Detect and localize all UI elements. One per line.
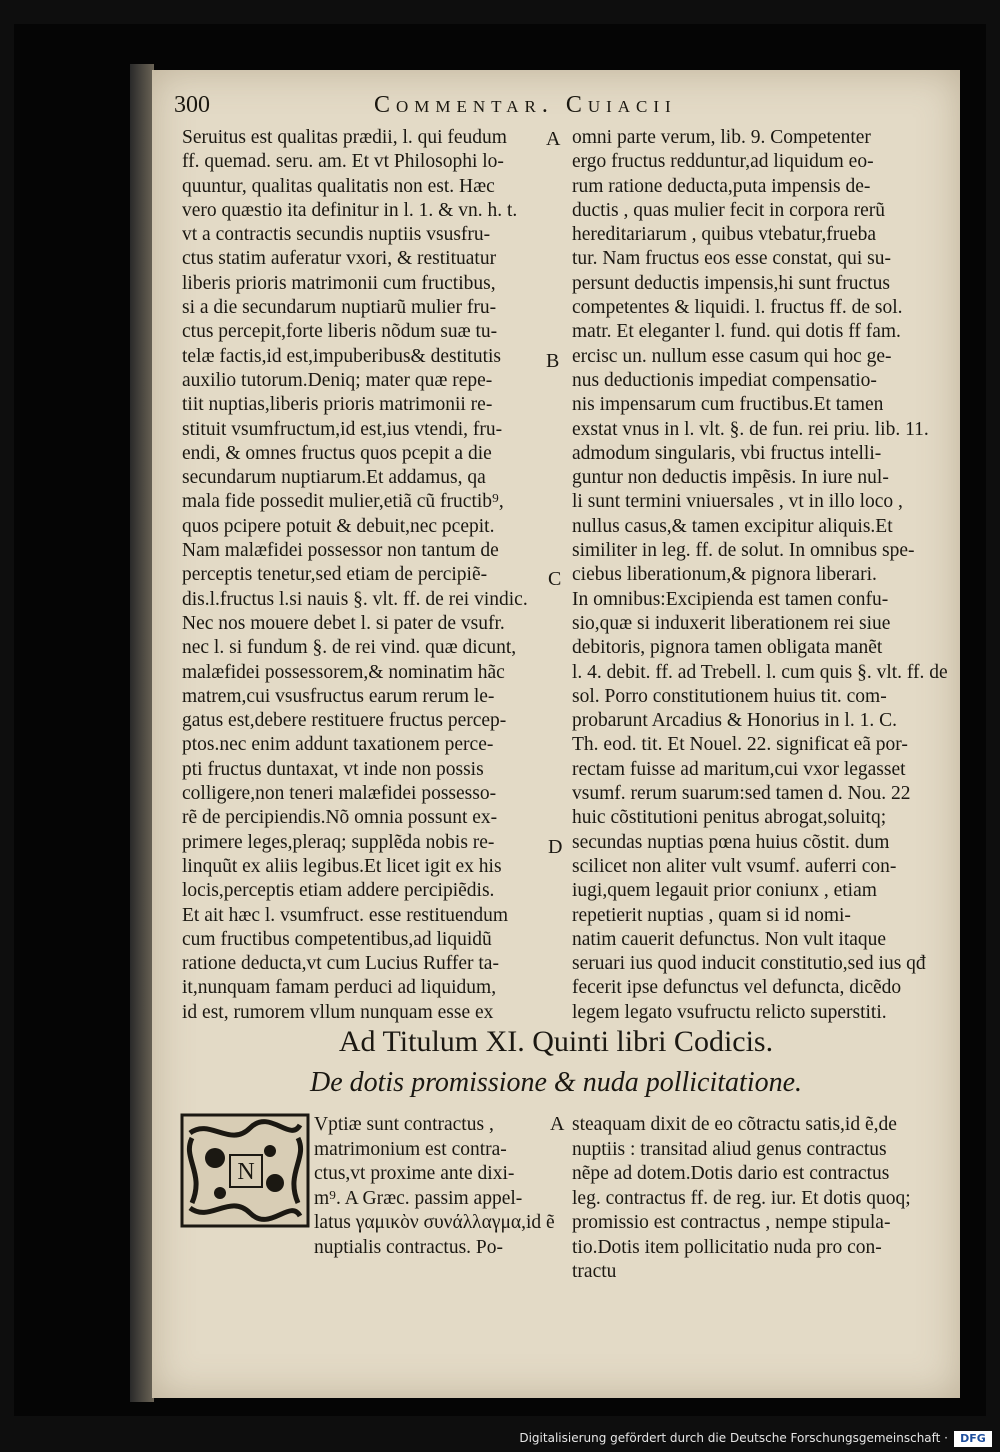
left-column-line: cum fructibus competentibus,ad liquidũ xyxy=(182,928,492,950)
right-column-line: sol. Porro constitutionem huius tit. com- xyxy=(572,685,887,707)
right-column-line: scilicet non aliter vult vsumf. auferri con- xyxy=(572,855,897,877)
left-column-line: Seruitus est qualitas prædii, l. qui feudum xyxy=(182,127,507,148)
lower-right-line: nẽpe ad dotem.Dotis dario est contractus xyxy=(572,1163,890,1184)
left-column-line: vt a contractis secundis nuptiis vsusfru- xyxy=(182,224,491,246)
right-column-line: similiter in leg. ff. de solut. In omnibus spe- xyxy=(572,540,915,562)
left-column-line: secundarum nuptiarum.Et addamus, qa xyxy=(182,467,486,489)
right-column-line: nus deductionis impediat compensatio- xyxy=(572,369,877,391)
right-column-line: probarunt Arcadius & Honorius in l. 1. C. xyxy=(572,710,897,732)
decorated-initial xyxy=(180,1113,310,1228)
footer-credit: Digitalisierung gefördert durch die Deutsche Forschungsgemeinschaft · xyxy=(519,1431,948,1445)
right-column-line: secundas nuptias pœna huius cõstit. dum xyxy=(572,831,890,853)
right-column-line: huic cõstitutioni penitus abrogat,soluitq; xyxy=(572,807,887,829)
right-column-line: li sunt termini vniuersales , vt in illo loco , xyxy=(572,491,903,513)
left-column-line: Et ait hæc l. vsumfruct. esse restituendum xyxy=(182,904,509,926)
dfg-logo: DFG xyxy=(954,1431,992,1447)
left-column-line: ctus statim auferatur vxori, & restituatur xyxy=(182,248,497,270)
left-column-line: tiit nuptias,liberis prioris matrimonii re- xyxy=(182,394,493,416)
right-column-line: omni parte verum, lib. 9. Competenter xyxy=(572,127,871,148)
right-column-line: iugi,quem legauit prior coniunx , etiam xyxy=(572,880,877,902)
left-column-line: telæ factis,id est,impuberibus& destitutis xyxy=(182,345,502,367)
right-column-line: nullus casus,& tamen excipitur aliquis.Et xyxy=(572,515,893,537)
left-column-line: linquũt ex aliis legibus.Et licet igit ex his xyxy=(182,855,502,877)
lower-right-line: steaquam dixit de eo cõtractu satis,id ẽ,de xyxy=(572,1114,897,1135)
left-column-line: mala fide possedit mulier,etiã cũ fructib⁹, xyxy=(182,491,504,513)
lower-left-column xyxy=(314,1113,554,1260)
margin-marker-a: A xyxy=(546,128,561,150)
left-column-line: endi, & omnes fructus quos pcepit a die xyxy=(182,442,492,464)
lower-right-line: leg. contractus ff. de reg. iur. Et dotis quoq; xyxy=(572,1187,911,1209)
left-column-line: vero quæstio ita definitur in l. 1. & vn. h. t. xyxy=(182,199,518,221)
page-number: 300 xyxy=(174,92,210,118)
left-column-line: si a die secundarum nuptiarũ mulier fru- xyxy=(182,297,497,319)
lower-left-line: nuptialis contractus. Po- xyxy=(314,1236,504,1258)
left-column-line: perceptis tenetur,sed etiam de percipiẽ- xyxy=(182,564,488,586)
right-column-line: rectam fuisse ad maritum,cui vxor legasset xyxy=(572,758,906,780)
right-column-line: tur. Nam fructus eos esse constat, qui su- xyxy=(572,248,891,270)
left-column-line: quuntur, qualitas qualitatis non est. Hæc xyxy=(182,175,495,197)
section-subheading: De dotis promissione & nuda pollicitatione. xyxy=(309,1067,803,1098)
initial-letter: N xyxy=(237,1159,255,1185)
left-column-line: gatus est,debere restituere fructus percep- xyxy=(182,710,507,732)
left-column-line: ff. quemad. seru. am. Et vt Philosophi lo- xyxy=(182,151,504,173)
margin-marker-c: C xyxy=(548,568,562,590)
left-column-line: colligere,non teneri malæfidei possesso- xyxy=(182,783,497,805)
right-column-line: rum ratione deducta,puta impensis de- xyxy=(572,175,871,197)
margin-marker-a2: A xyxy=(550,1113,565,1135)
right-column-line: natim cauerit defunctus. Non vult itaque xyxy=(572,928,887,950)
left-column-line: it,nunquam famam perduci ad liquidum, xyxy=(182,977,497,999)
left-column-line: auxilio tutorum.Deniq; mater quæ repe- xyxy=(182,369,493,391)
margin-marker-d: D xyxy=(548,836,563,858)
section-heading: Ad Titulum XI. Quinti libri Codicis. xyxy=(338,1025,774,1058)
lower-left-line: latus γαμικὸν συνάλλαγμα,id ẽ xyxy=(314,1212,555,1233)
right-column-line: ergo fructus redduntur,ad liquidum eo- xyxy=(572,151,874,173)
left-column-line: id est, rumorem vllum nunquam esse ex xyxy=(182,1001,494,1023)
right-column-line: nis impensarum cum fructibus.Et tamen xyxy=(572,394,884,416)
lower-left-line: m⁹. A Græc. passim appel- xyxy=(314,1187,523,1209)
right-column-line: repetierit nuptias , quam si id nomi- xyxy=(572,904,851,926)
right-column-line: hereditariarum , quibus vtebatur,frueba xyxy=(572,224,877,246)
left-column-line: Nam malæfidei possessor non tantum de xyxy=(182,540,499,562)
left-column-line: ctus percepit,forte liberis nõdum suæ tu- xyxy=(182,321,498,343)
book-page xyxy=(152,70,960,1398)
left-column-line: rẽ de percipiendis.Nõ omnia possunt ex- xyxy=(182,807,498,829)
left-column-line: dis.l.fructus l.si nauis §. vlt. ff. de rei vindic. xyxy=(182,588,528,610)
lower-left-line: Vptiæ sunt contractus , xyxy=(314,1114,494,1135)
running-head: Commentar. Cuiacii xyxy=(374,92,677,118)
right-column-line: debitoris, pignora tamen obligata manẽt xyxy=(572,637,883,659)
right-column-line: matr. Et eleganter l. fund. qui dotis ff fam. xyxy=(572,321,901,343)
left-text-column xyxy=(182,126,552,1025)
lower-right-line: tio.Dotis item pollicitatio nuda pro con- xyxy=(572,1236,882,1258)
left-column-line: nec l. si fundum §. de rei vind. quæ dicunt, xyxy=(182,637,517,659)
right-column-line: persunt deductis impensis,hi sunt fructus xyxy=(572,272,890,294)
right-column-line: l. 4. debit. ff. ad Trebell. l. cum quis §. vlt. ff. de xyxy=(572,661,948,683)
left-column-line: pti fructus duntaxat, vt inde non possis xyxy=(182,758,484,780)
left-column-line: matrem,cui vsusfructus earum rerum le- xyxy=(182,685,495,707)
right-column-line: exstat vnus in l. vlt. §. de fun. rei priu. lib. 11. xyxy=(572,418,929,440)
page-edge xyxy=(130,64,154,1402)
left-column-line: malæfidei possessorem,& nominatim hãc xyxy=(182,661,505,683)
right-column-line: seruari ius quod inducit constitutio,sed ius qđ xyxy=(572,953,926,975)
right-column-line: ciebus liberationum,& pignora liberari. xyxy=(572,564,877,586)
lower-left-line: matrimonium est contra- xyxy=(314,1138,507,1160)
right-column-line: vsumf. rerum suarum:sed tamen d. Nou. 22 xyxy=(572,783,911,805)
left-column-line: liberis prioris matrimonii cum fructibus, xyxy=(182,272,496,294)
left-column-line: primere leges,pleraq; supplẽda nobis re- xyxy=(182,831,495,853)
lower-right-column xyxy=(572,1113,947,1285)
right-column-line: Th. eod. tit. Et Nouel. 22. significat eã por- xyxy=(572,734,908,756)
page-header xyxy=(174,92,954,122)
right-column-line: ductis , quas mulier fecit in corpora rerũ xyxy=(572,199,885,221)
right-column-line: In omnibus:Excipienda est tamen confu- xyxy=(572,588,889,610)
left-column-line: stituit vsumfructum,id est,ius vtendi, fru- xyxy=(182,418,503,440)
lower-right-line: tractu xyxy=(572,1261,617,1282)
lower-right-line: nuptiis : transitad aliud genus contractus xyxy=(572,1138,887,1160)
left-column-line: Nec nos mouere debet l. si pater de vsufr. xyxy=(182,612,505,634)
right-column-line: fecerit ipse defunctus vel defuncta, dicẽdo xyxy=(572,977,902,999)
left-column-line: locis,perceptis etiam addere percipiẽdis. xyxy=(182,880,495,902)
margin-marker-b: B xyxy=(546,350,560,372)
right-text-column xyxy=(572,126,947,1025)
lower-right-line: promissio est contractus , nempe stipula- xyxy=(572,1212,891,1233)
left-column-line: ratione deducta,vt cum Lucius Ruffer ta- xyxy=(182,953,499,975)
right-column-line: legem legato vsufructu relicto superstiti. xyxy=(572,1001,887,1023)
left-column-line: ptos.nec enim addunt taxationem perce- xyxy=(182,734,494,756)
ornament-initial-icon xyxy=(180,1113,310,1228)
footer-bar xyxy=(0,1428,1000,1452)
right-column-line: guntur non deductis impẽsis. In iure nul- xyxy=(572,467,889,489)
right-column-line: ercisc un. nullum esse casum qui hoc ge- xyxy=(572,345,892,367)
lower-left-line: ctus,vt proxime ante dixi- xyxy=(314,1163,515,1184)
right-column-line: competentes & liquidi. l. fructus ff. de sol. xyxy=(572,297,903,319)
right-column-line: sio,quæ si induxerit liberationem rei siue xyxy=(572,612,891,634)
left-column-line: quos pcipere potuit & debuit,nec pcepit. xyxy=(182,515,495,537)
right-column-line: admodum singularis, vbi fructus intelli- xyxy=(572,442,882,464)
